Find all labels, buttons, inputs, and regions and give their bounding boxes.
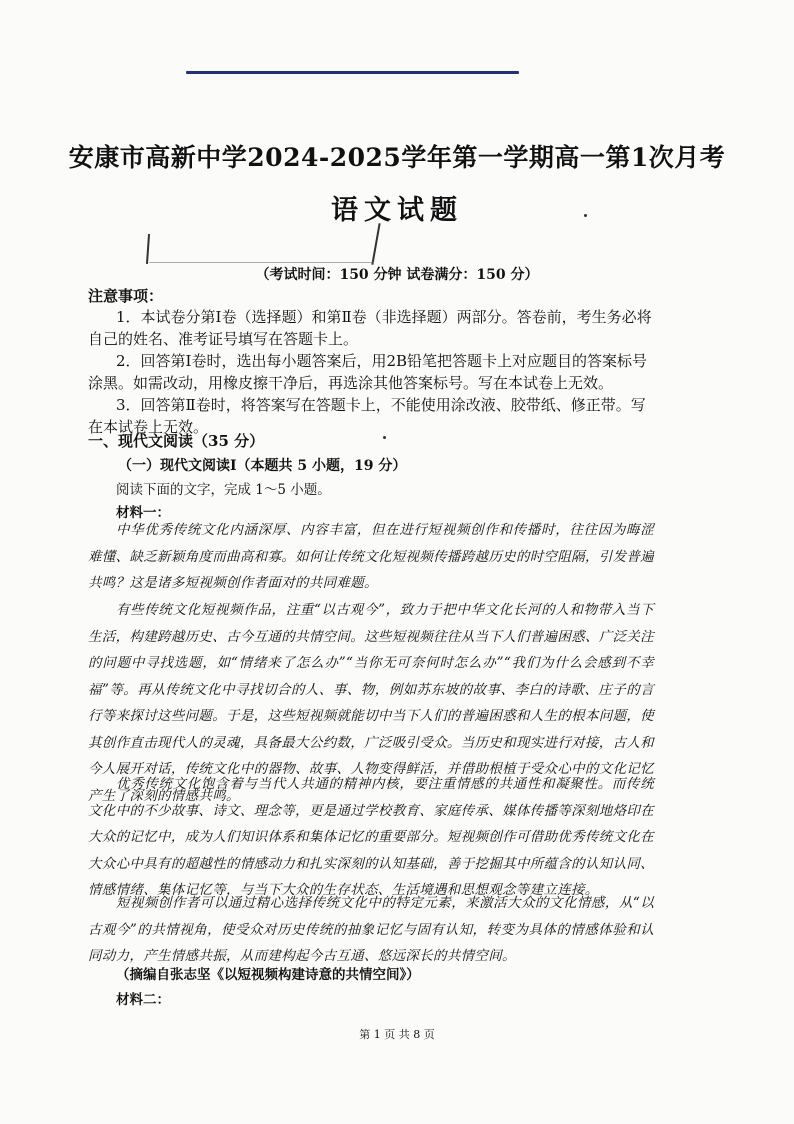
passage-paragraph: 优秀传统文化饱含着与当代人共通的精神内核，要注重情感的共通性和凝聚性。而传统文化中的不少故事、诗文、理念等，更是通过学校教育、家庭传承、媒体传播等深刻地烙印在大众的记忆中，成为人们知识体系和集体记忆的重要部分。短视频创作可借助优秀传统文化在大众心中具有的超越性的情感动力和扎实深刻的认知基础，善于挖掘其中所蕴含的认知认同、情感情绪、集体记忆等，与当下大众的生存状态、生活境遇和思想观念等建立连接。 (88, 776, 654, 898)
subsection-heading: （一）现代文阅读Ⅰ（本题共 5 小题，19 分） (118, 458, 407, 474)
scan-dot (584, 214, 587, 217)
material-label: 材料二： (116, 992, 170, 1008)
passage-paragraph: 短视频创作者可以通过精心选择传统文化中的特定元素，来激活大众的文化情感，从“以古观今”的共情视角，使受众对历史传统的抽象记忆与固有认知，转变为具体的情感体验和认同动力，产生情感共振，从而建构起今古互通、悠远深长的共情空间。 (88, 895, 654, 964)
exam-title: 安康市高新中学2024-2025学年第一学期高一第1次月考 (68, 143, 726, 172)
scan-mark (146, 234, 150, 264)
note-item: 2．回答第Ⅰ卷时，选出每小题答案后，用2B铅笔把答题卡上对应题目的答案标号涂黑。如需改动，用橡皮擦干净后，再选涂其他答案标号。写在本试卷上无效。 (88, 352, 648, 392)
scan-mark (371, 223, 380, 265)
exam-subtitle: 语文试题 (331, 195, 463, 226)
material-label: 材料一： (116, 505, 170, 521)
passage-paragraph: 有些传统文化短视频作品，注重“以古观今”，致力于把中华文化长河的人和物带入当下生活，构建跨越历史、古今互通的共情空间。这些短视频往往从当下人们普遍困惑、广泛关注的问题中寻找选题，如“情绪来了怎么办”“当你无可奈何时怎么办”“我们为什么会感到不幸福”等。再从传统文化中寻找切合的人、事、物，例如苏东坡的故事、李白的诗歌、庄子的言行等来探讨这些问题。于是，这些短视频就能切中当下人们的普遍困惑和人生的根本问题，使其创作直击现代人的灵魂，具备最大公约数，广泛吸引受众。当历史和现实进行对接，古人和今人展开对话，传统文化中的器物、故事、人物变得鲜活，并借助根植于受众心中的文化记忆产生了深刻的情感共鸣。 (88, 602, 654, 804)
passage-paragraph: 中华优秀传统文化内涵深厚、内容丰富，但在进行短视频创作和传播时，往往因为晦涩难懂、缺乏新颖角度而曲高和寡。如何让传统文化短视频传播跨越历史的时空阻隔，引发普遍共鸣？这是诸多短视频创作者面对的共同难题。 (88, 522, 654, 591)
reading-instruction: 阅读下面的文字，完成 1～5 小题。 (116, 482, 331, 498)
page-number: 第 1 页 共 8 页 (359, 1028, 435, 1041)
header-rule (186, 71, 519, 74)
scan-mark (149, 262, 374, 263)
notes-heading: 注意事项： (88, 287, 164, 305)
note-item: 1．本试卷分第Ⅰ卷（选择题）和第Ⅱ卷（非选择题）两部分。答卷前，考生务必将自己的姓名、准考证号填写在答题卡上。 (88, 308, 652, 348)
section-heading: 一、现代文阅读（35 分） (88, 432, 265, 450)
note-item: 3．回答第Ⅱ卷时，将答案写在答题卡上，不能使用涂改液、胶带纸、修正带。写在本试卷上无效。 (88, 396, 646, 436)
exam-info: （考试时间：150 分钟 试卷满分：150 分） (255, 267, 539, 283)
passage-source: （摘编自张志坚《以短视频构建诗意的共情空间》） (116, 967, 420, 983)
